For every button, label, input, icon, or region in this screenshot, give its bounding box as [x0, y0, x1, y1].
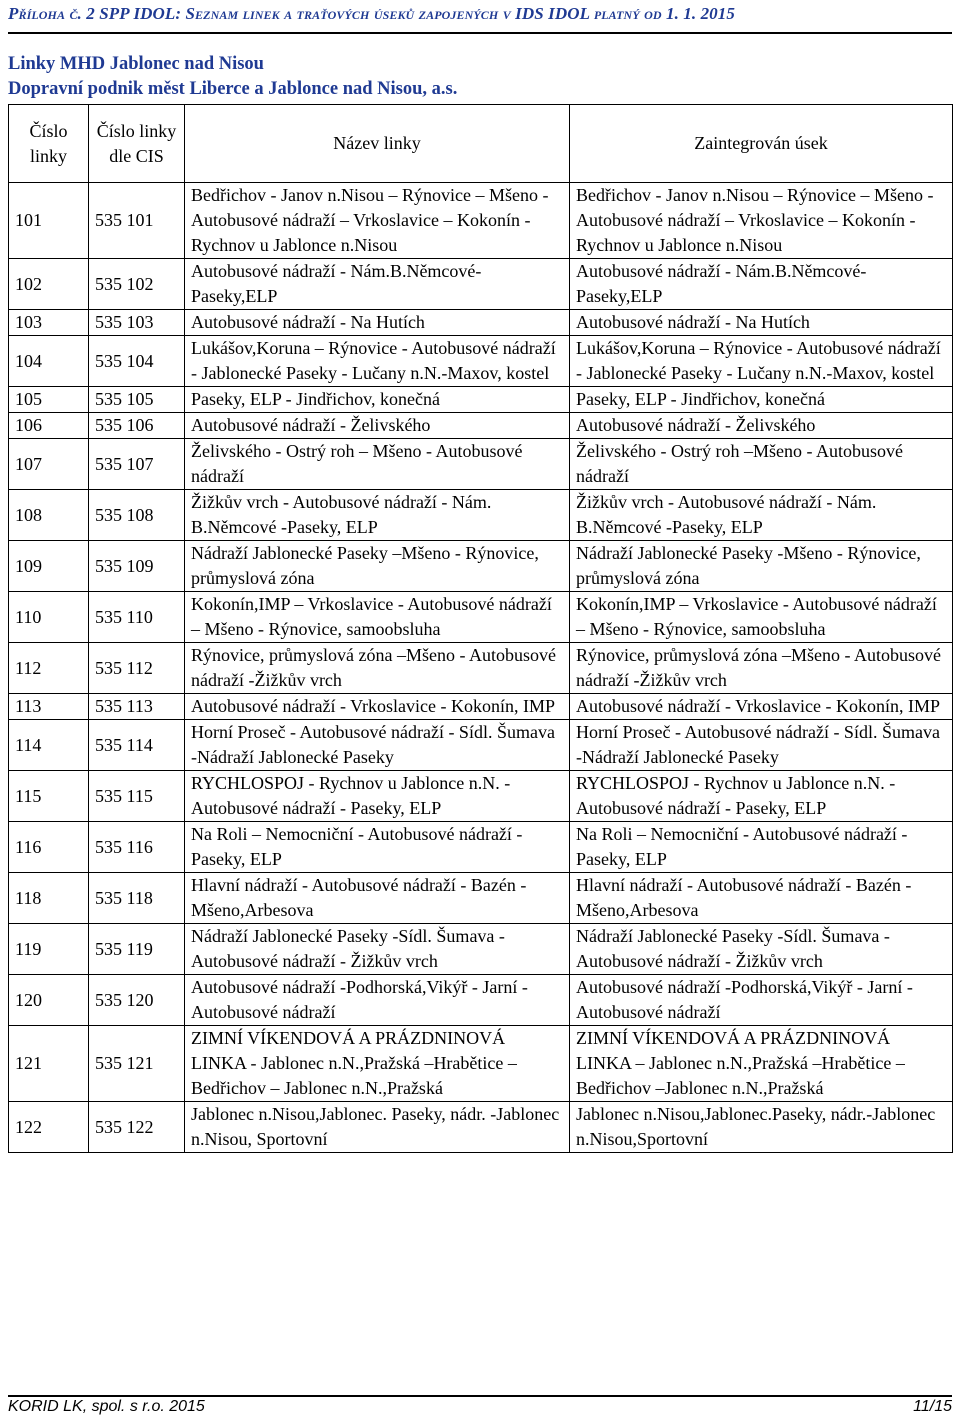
- cell-line-name: Horní Proseč - Autobusové nádraží - Sídl. Šumava -Nádraží Jablonecké Paseky: [185, 720, 570, 771]
- cell-line-number: 112: [9, 643, 89, 694]
- cell-line-name: Lukášov,Koruna – Rýnovice - Autobusové nádraží - Jablonecké Paseky - Lučany n.N.-Maxov, kostel: [185, 336, 570, 387]
- cell-line-name: Nádraží Jablonecké Paseky –Mšeno - Rýnovice, průmyslová zóna: [185, 541, 570, 592]
- cell-cis-number: 535 103: [89, 310, 185, 336]
- table-row: [9, 975, 953, 1026]
- cell-cis-number: 535 105: [89, 387, 185, 413]
- cell-cis-number: 535 114: [89, 720, 185, 771]
- cell-line-name: Autobusové nádraží - Vrkoslavice - Kokonín, IMP: [185, 694, 570, 720]
- cell-line-number: 109: [9, 541, 89, 592]
- table-row: [9, 439, 953, 490]
- table-row: [9, 924, 953, 975]
- table-row: [9, 822, 953, 873]
- cell-cis-number: 535 119: [89, 924, 185, 975]
- table-row: [9, 183, 953, 259]
- col-header-cis: Číslo linky dle CIS: [89, 105, 185, 183]
- cell-integrated-segment: Bedřichov - Janov n.Nisou – Rýnovice – Mšeno - Autobusové nádraží – Vrkoslavice – Kokonín -Rychnov u Jablonce n.Nisou: [570, 183, 953, 259]
- cell-cis-number: 535 102: [89, 259, 185, 310]
- cell-integrated-segment: Autobusové nádraží - Na Hutích: [570, 310, 953, 336]
- cell-integrated-segment: RYCHLOSPOJ - Rychnov u Jablonce n.N. - Autobusové nádraží - Paseky, ELP: [570, 771, 953, 822]
- cell-line-number: 120: [9, 975, 89, 1026]
- document-title: Linky MHD Jablonec nad Nisou: [8, 54, 264, 74]
- table-row: [9, 592, 953, 643]
- cell-line-number: 101: [9, 183, 89, 259]
- cell-integrated-segment: Želivského - Ostrý roh –Mšeno - Autobusové nádraží: [570, 439, 953, 490]
- document-subtitle: Dopravní podnik měst Liberce a Jablonce nad Nisou, a.s.: [8, 79, 458, 99]
- cell-integrated-segment: Kokonín,IMP – Vrkoslavice - Autobusové nádraží – Mšeno - Rýnovice, samoobsluha: [570, 592, 953, 643]
- cell-cis-number: 535 104: [89, 336, 185, 387]
- cell-integrated-segment: Žižkův vrch - Autobusové nádraží - Nám. B.Němcové -Paseky, ELP: [570, 490, 953, 541]
- table-row: [9, 310, 953, 336]
- cell-line-name: Autobusové nádraží - Na Hutích: [185, 310, 570, 336]
- cell-integrated-segment: Autobusové nádraží - Želivského: [570, 413, 953, 439]
- cell-line-name: Jablonec n.Nisou,Jablonec. Paseky, nádr. -Jablonec n.Nisou, Sportovní: [185, 1102, 570, 1153]
- cell-line-name: Autobusové nádraží -Podhorská,Vikýř - Jarní -Autobusové nádraží: [185, 975, 570, 1026]
- cell-integrated-segment: Autobusové nádraží - Vrkoslavice - Kokonín, IMP: [570, 694, 953, 720]
- cell-cis-number: 535 110: [89, 592, 185, 643]
- col-header-segment: Zaintegrován úsek: [570, 105, 953, 183]
- cell-integrated-segment: Nádraží Jablonecké Paseky -Mšeno - Rýnovice, průmyslová zóna: [570, 541, 953, 592]
- cell-line-number: 104: [9, 336, 89, 387]
- cell-integrated-segment: Autobusové nádraží -Podhorská,Vikýř - Jarní -Autobusové nádraží: [570, 975, 953, 1026]
- cell-cis-number: 535 109: [89, 541, 185, 592]
- table-row: [9, 643, 953, 694]
- cell-line-number: 105: [9, 387, 89, 413]
- table-row: [9, 771, 953, 822]
- page-header: [8, 4, 952, 34]
- cell-line-number: 103: [9, 310, 89, 336]
- cell-integrated-segment: Na Roli – Nemocniční - Autobusové nádraží - Paseky, ELP: [570, 822, 953, 873]
- cell-integrated-segment: Horní Proseč - Autobusové nádraží - Sídl. Šumava -Nádraží Jablonecké Paseky: [570, 720, 953, 771]
- cell-integrated-segment: ZIMNÍ VÍKENDOVÁ A PRÁZDNINOVÁ LINKA – Jablonec n.N.,Pražská –Hrabětice – Bedřichov –Jablonec n.N.,Pražská: [570, 1026, 953, 1102]
- cell-line-number: 113: [9, 694, 89, 720]
- footer-page-number: 11/15: [913, 1398, 952, 1415]
- cell-line-name: Autobusové nádraží - Želivského: [185, 413, 570, 439]
- footer-company: KORID LK, spol. s r.o. 2015: [8, 1398, 205, 1415]
- cell-cis-number: 535 121: [89, 1026, 185, 1102]
- cell-cis-number: 535 112: [89, 643, 185, 694]
- cell-integrated-segment: Autobusové nádraží - Nám.B.Němcové-Paseky,ELP: [570, 259, 953, 310]
- cell-cis-number: 535 101: [89, 183, 185, 259]
- cell-line-name: Žižkův vrch - Autobusové nádraží - Nám. B.Němcové -Paseky, ELP: [185, 490, 570, 541]
- table-row: [9, 336, 953, 387]
- cell-line-number: 115: [9, 771, 89, 822]
- cell-line-number: 107: [9, 439, 89, 490]
- cell-line-number: 110: [9, 592, 89, 643]
- table-row: [9, 259, 953, 310]
- cell-integrated-segment: Nádraží Jablonecké Paseky -Sídl. Šumava - Autobusové nádraží - Žižkův vrch: [570, 924, 953, 975]
- cell-cis-number: 535 115: [89, 771, 185, 822]
- page-footer: [8, 1395, 952, 1416]
- cell-cis-number: 535 107: [89, 439, 185, 490]
- lines-table: [8, 104, 953, 1153]
- table-row: [9, 873, 953, 924]
- cell-line-name: ZIMNÍ VÍKENDOVÁ A PRÁZDNINOVÁ LINKA - Jablonec n.N.,Pražská –Hrabětice – Bedřichov – Jablonec n.N.,Pražská: [185, 1026, 570, 1102]
- table-body: [9, 183, 953, 1153]
- table-row: [9, 541, 953, 592]
- cell-integrated-segment: Hlavní nádraží - Autobusové nádraží - Bazén - Mšeno,Arbesova: [570, 873, 953, 924]
- cell-line-number: 108: [9, 490, 89, 541]
- cell-cis-number: 535 120: [89, 975, 185, 1026]
- cell-integrated-segment: Jablonec n.Nisou,Jablonec.Paseky, nádr.-Jablonec n.Nisou,Sportovní: [570, 1102, 953, 1153]
- cell-line-name: Hlavní nádraží - Autobusové nádraží - Bazén - Mšeno,Arbesova: [185, 873, 570, 924]
- cell-line-name: Paseky, ELP - Jindřichov, konečná: [185, 387, 570, 413]
- cell-line-name: Bedřichov - Janov n.Nisou – Rýnovice – Mšeno - Autobusové nádraží – Vrkoslavice – Kokonín -Rychnov u Jablonce n.Nisou: [185, 183, 570, 259]
- cell-cis-number: 535 118: [89, 873, 185, 924]
- col-header-name: Název linky: [185, 105, 570, 183]
- cell-cis-number: 535 113: [89, 694, 185, 720]
- cell-line-number: 102: [9, 259, 89, 310]
- page-header-text: Příloha č. 2 SPP IDOL: Seznam linek a traťových úseků zapojených v IDS IDOL platný od 1. 1. 2015: [8, 4, 735, 23]
- cell-line-name: RYCHLOSPOJ - Rychnov u Jablonce n.N. - Autobusové nádraží - Paseky, ELP: [185, 771, 570, 822]
- cell-line-number: 106: [9, 413, 89, 439]
- cell-line-name: Želivského - Ostrý roh – Mšeno - Autobusové nádraží: [185, 439, 570, 490]
- table-row: [9, 1026, 953, 1102]
- cell-line-name: Nádraží Jablonecké Paseky -Sídl. Šumava - Autobusové nádraží - Žižkův vrch: [185, 924, 570, 975]
- cell-line-number: 122: [9, 1102, 89, 1153]
- cell-line-number: 121: [9, 1026, 89, 1102]
- table-row: [9, 720, 953, 771]
- cell-cis-number: 535 106: [89, 413, 185, 439]
- cell-line-number: 119: [9, 924, 89, 975]
- table-header-row: [9, 105, 953, 183]
- table-row: [9, 490, 953, 541]
- cell-line-name: Rýnovice, průmyslová zóna –Mšeno - Autobusové nádraží -Žižkův vrch: [185, 643, 570, 694]
- cell-cis-number: 535 116: [89, 822, 185, 873]
- table-row: [9, 1102, 953, 1153]
- cell-integrated-segment: Rýnovice, průmyslová zóna –Mšeno - Autobusové nádraží -Žižkův vrch: [570, 643, 953, 694]
- cell-line-number: 116: [9, 822, 89, 873]
- cell-line-number: 118: [9, 873, 89, 924]
- cell-line-number: 114: [9, 720, 89, 771]
- cell-line-name: Autobusové nádraží - Nám.B.Němcové-Paseky,ELP: [185, 259, 570, 310]
- cell-cis-number: 535 122: [89, 1102, 185, 1153]
- table-row: [9, 413, 953, 439]
- cell-line-name: Kokonín,IMP – Vrkoslavice - Autobusové nádraží – Mšeno - Rýnovice, samoobsluha: [185, 592, 570, 643]
- table-row: [9, 387, 953, 413]
- cell-line-name: Na Roli – Nemocniční - Autobusové nádraží - Paseky, ELP: [185, 822, 570, 873]
- cell-cis-number: 535 108: [89, 490, 185, 541]
- cell-integrated-segment: Lukášov,Koruna – Rýnovice - Autobusové nádraží - Jablonecké Paseky - Lučany n.N.-Maxov, kostel: [570, 336, 953, 387]
- col-header-number: Číslo linky: [9, 105, 89, 183]
- cell-integrated-segment: Paseky, ELP - Jindřichov, konečná: [570, 387, 953, 413]
- table-row: [9, 694, 953, 720]
